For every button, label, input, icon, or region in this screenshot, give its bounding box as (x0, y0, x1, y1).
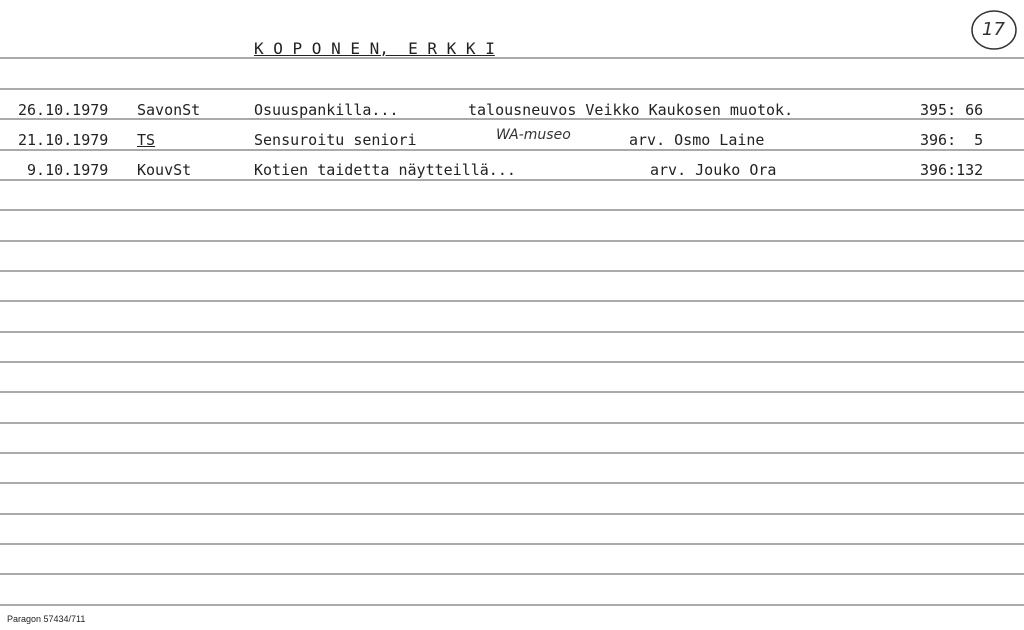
entry-3-author: arv. Jouko Ora (650, 161, 777, 179)
entry-2-author: arv. Osmo Laine (629, 131, 765, 149)
entry-1-date: 26.10.1979 (18, 101, 109, 119)
entry-1-author: talousneuvos Veikko Kaukosen muotok. (468, 101, 794, 119)
card-heading: K O P O N E N, E R K K I (254, 39, 495, 58)
entry-3-date: 9.10.1979 (18, 161, 109, 179)
card-number: 17 (982, 19, 1005, 40)
entry-1-title: Osuuspankilla... (254, 101, 399, 119)
entry-3-title: Kotien taidetta näytteillä... (254, 161, 516, 179)
entry-2-ref: 396: 5 (920, 131, 984, 149)
entry-1-ref: 395: 66 (920, 101, 984, 119)
entry-2-note: WA-museo (496, 127, 571, 143)
entry-2-date: 21.10.1979 (18, 131, 109, 149)
entry-2-title: Sensuroitu seniori (254, 131, 417, 149)
card-print-code: Paragon 57434/711 (7, 614, 86, 624)
entry-3-source: KouvSt (137, 161, 192, 179)
entry-3-ref: 396:132 (920, 161, 984, 179)
entry-2-source: TS (137, 131, 156, 149)
entry-1-source: SavonSt (137, 101, 201, 119)
